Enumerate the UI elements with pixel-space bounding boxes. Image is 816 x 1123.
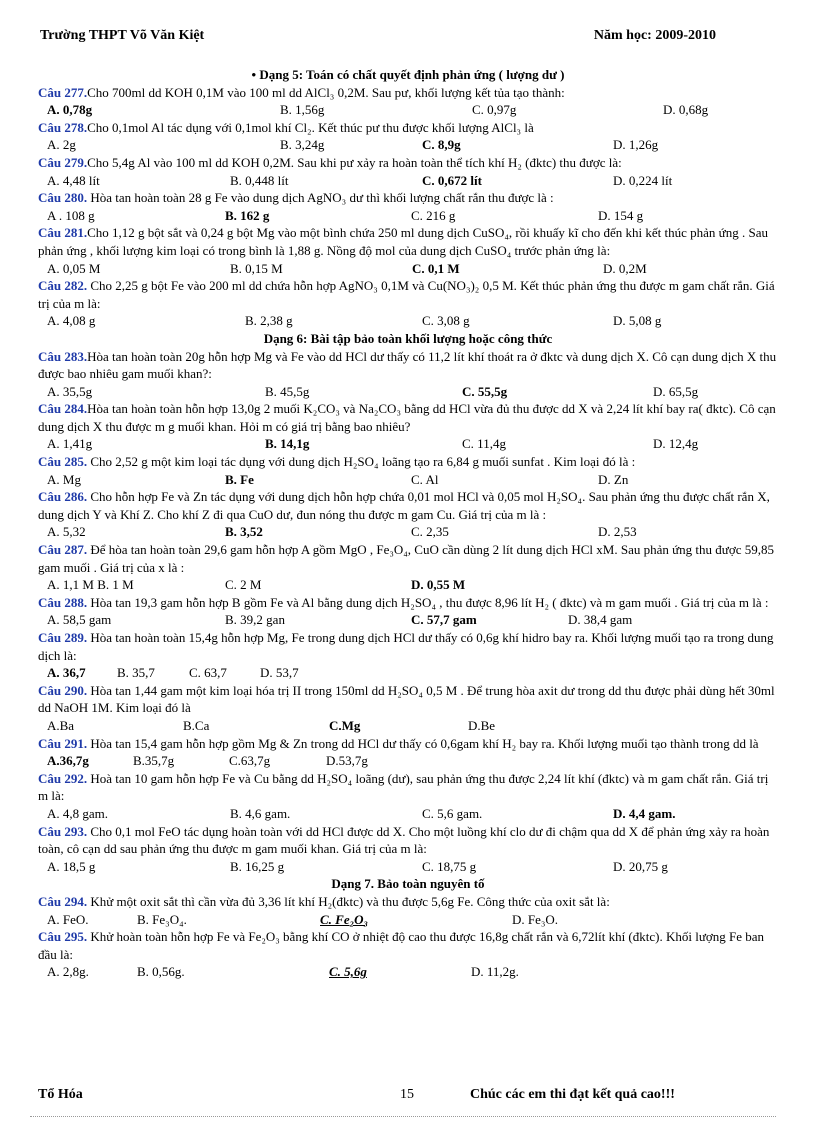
question-number: Câu 290. [38,682,88,698]
section-title-6: Dạng 6: Bài tập bảo toàn khối lượng hoặc công thức [263,330,553,346]
question-number: Câu 292. [38,770,88,786]
option-c: C. 57,7 gam [411,612,477,628]
option-b: B. 0,448 lít [230,172,289,188]
option-a: A. 4,08 g [47,313,96,329]
option-c: C. 5,6 gam. [422,805,483,821]
option-c: C. 0,97g [472,102,517,118]
options-278 [38,136,778,154]
question-286 [38,488,778,523]
option-d: D. 5,08 g [613,313,662,329]
option-c: C. 5,6g [329,964,367,980]
question-289 [38,629,778,664]
question-295 [38,928,778,963]
option-b: B. Fe [225,471,254,487]
question-285 [38,453,778,471]
option-b: B.35,7g [133,753,175,769]
question-281 [38,224,778,259]
option-c: C. 0,672 lít [422,172,482,188]
question-287 [38,541,778,576]
question-288 [38,594,778,612]
options-293 [38,858,778,876]
option-a: A. 35,5g [47,383,93,399]
option-c: C. 2,35 [411,524,449,540]
option-b: B. 39,2 gan [225,612,285,628]
option-a: A. 1,41g [47,436,93,452]
question-number: Câu 279. [38,154,88,170]
question-text: Hòa tan 1,44 gam một kim loại hóa trị II trong 150ml dd H₂SO₄ 0,5 M . Để trung hòa axit dư trong dd thu được phải dùng hết 30ml dd NaOH 1M. Kim loại đó là [38,682,775,716]
options-279 [38,172,778,190]
option-c: C.63,7g [229,753,271,769]
question-number: Câu 284. [38,401,88,417]
question-text: Hòa tan hoàn toàn hỗn hợp 13,0g 2 muối K₂CO₃ và Na₂CO₃ bằng dd HCl vừa đủ thu được dd X và 2,24 lít khí bay ra( đktc). Cô cạn dung dịch X thu được m g muối khan. Hỏi m có giá trị bằng bao nhiêu? [38,401,776,434]
question-277 [38,84,778,102]
question-text: Cho 2,25 g bột Fe vào 200 ml dd chứa hỗn hợp AgNO₃ 0,1M và Cu(NO₃)₂ 0,5 M. Kết thúc phản ứng thu được m gam chất rắn. Giá trị của m là: [38,278,775,311]
option-c: C. 8,9g [422,137,461,153]
page-footer [38,1087,738,1103]
option-a: A. FeO. [47,911,89,927]
question-text: Hòa tan hoàn toàn 15,4g hỗn hợp Mg, Fe trong dung dịch HCl dư thấy có 0,6g khí hidro bay ra. Khối lượng muối tạo ra trong dung dịch là: [38,630,774,663]
question-number: Câu 286. [38,489,88,505]
option-d: D. 1,26g [613,137,659,153]
option-b: B. 162 g [225,207,270,223]
question-text: Cho hỗn hợp Fe và Zn tác dụng với dung dịch hỗn hợp chứa 0,01 mol HCl và 0,05 mol H₂SO₄. Sau phản ứng thu được chất rắn X, dung dịch Y và Khí Z. Cho khí Z đi qua CuO dư, đun nóng thu được m gam Cu. Giá trị của m là : [38,489,770,522]
question-text: Hòa tan hoàn toàn 20g hỗn hợp Mg và Fe vào dd HCl dư thấy có 11,2 lít khí thoát ra ở đktc và dung dịch X. Cô cạn dung dịch X thu được bao nhiêu gam muối khan?: [38,348,777,382]
option-c: D. 0,55 M [411,577,466,593]
question-number: Câu 282. [38,278,88,294]
question-number: Câu 287. [38,542,88,558]
option-d: D.53,7g [326,753,368,769]
option-b: B. 0,56g. [137,964,185,980]
option-a: A. 4,8 gam. [47,805,109,821]
option-a: A.Ba [47,717,75,733]
option-b: B. 35,7 [117,665,155,681]
option-d: D. 38,4 gam [568,612,633,628]
option-c: C. 55,5g [462,383,508,399]
question-text: Khử hoàn toàn hỗn hợp Fe và Fe₂O₃ bằng khí CO ở nhiệt độ cao thu được 16,8g chất rắn và 6,72lít khí (đktc). Khối lượng Fe ban đầu là: [38,929,765,962]
question-text: Để hòa tan hoàn toàn 29,6 gam hỗn hợp A gồm MgO , Fe₃O₄, CuO cần dùng 2 lít dung dịch HCl xM. Sau phản ứng thu được 59,85 gam muối . Giá trị của x là : [38,542,774,575]
question-text: Cho 5,4g Al vào 100 ml dd KOH 0,2M. Sau khi pư xảy ra hoàn toàn thể tích khí H₂ (đktc) thu được là: [87,154,622,170]
document-body [38,66,778,981]
option-b: B. 0,15 M [230,260,283,276]
option-d: D. 0,224 lít [613,172,673,188]
option-a: A.36,7g [47,753,89,769]
option-a: A. 36,7 [47,665,86,681]
question-282 [38,277,778,312]
options-295 [38,963,778,981]
option-a: A. 1,1 M B. 1 M [47,577,134,593]
options-280 [38,207,778,225]
option-d: D. 65,5g [653,383,699,399]
question-text: Cho 1,12 g bột sắt và 0,24 g bột Mg vào một bình chứa 250 ml dung dịch CuSO₄, rồi khuấy kĩ cho đến khi kết thúc phản ứng . Sau phản ứng , khối lượng kim loại có trong bình là 1,88 g. Nồng độ mol của dung dịch CuSO₄ trước phản ứng là: [38,225,768,258]
option-c: C. 18,75 g [422,858,477,874]
options-290 [38,717,778,735]
option-c: C. 11,4g [462,436,506,452]
options-294 [38,911,778,929]
option-a: A. 0,05 M [47,260,101,276]
option-a: A. 4,48 lít [47,172,100,188]
question-text: Khử một oxit sắt thì cần vừa đủ 3,36 lít khí H₂(đktc) và thu được 5,6g Fe. Công thức của oxit sắt là: [87,893,610,909]
question-text: Hoà tan 10 gam hỗn hợp Fe và Cu bằng dd H₂SO₄ loãng (dư), sau phản ứng thu được 2,24 lít khí (đktc) và m gam chất rắn. Giá trị m là: [38,770,769,804]
options-285 [38,471,778,489]
option-a: A. 2g [47,137,76,153]
option-c: C. 3,08 g [422,313,470,329]
question-number: Câu 291. [38,735,88,751]
question-278 [38,119,778,137]
question-number: Câu 288. [38,594,88,610]
question-text: Hòa tan 19,3 gam hỗn hợp B gồm Fe và Al bằng dung dịch H₂SO₄ , thu được 8,96 lít H₂ ( đktc) và m gam muối . Giá trị của m là : [87,594,769,610]
question-279 [38,154,778,172]
option-d: D.Be [468,717,496,733]
section-title-5: • Dạng 5: Toán có chất quyết định phản ứng ( lượng dư ) [251,67,565,82]
option-d: D. 11,2g. [471,964,519,980]
question-number: Câu 294. [38,893,88,909]
option-d: D. 4,4 gam. [613,805,676,821]
option-d: D. 53,7 [260,665,299,681]
option-b: B. 16,25 g [230,858,285,874]
question-text: Cho 2,52 g một kim loại tác dụng với dung dịch H₂SO₄ loãng tạo ra 6,84 g muối sunfat . Kim loại đó là : [87,454,636,470]
option-c: C. 0,1 M [412,260,460,276]
question-294 [38,893,778,911]
option-d: D. 12,4g [653,436,699,452]
school-year: Năm học: 2009-2010 [593,28,716,43]
option-d: D. 154 g [598,207,644,223]
option-b: C. 2 M [225,577,262,593]
options-283 [38,383,778,401]
question-280 [38,189,778,207]
options-292 [38,805,778,823]
option-b: B. Fe₃O₄. [137,911,187,927]
page-header [40,28,716,44]
option-a: A. 2,8g. [47,964,89,980]
question-number: Câu 283. [38,348,88,364]
option-c: C. Fe₂O₃ [320,911,369,927]
option-a: A. 0,78g [47,102,93,118]
question-283 [38,348,778,383]
footer-divider [30,1116,776,1117]
option-d: D. 20,75 g [613,858,668,874]
option-b: B. 3,24g [280,137,325,153]
options-288 [38,611,778,629]
question-292 [38,770,778,805]
option-c: C. 63,7 [189,665,227,681]
option-d: D. 2,53 [598,524,637,540]
question-293 [38,823,778,858]
option-a: A. 18,5 g [47,858,96,874]
question-291 [38,735,778,753]
options-291 [38,752,778,770]
option-b: B. 4,6 gam. [230,805,291,821]
question-number: Câu 277. [38,84,88,100]
option-b: B. 14,1g [265,436,310,452]
option-b: B. 2,38 g [245,313,293,329]
question-number: Câu 285. [38,454,88,470]
options-282 [38,312,778,330]
question-text: Hòa tan 15,4 gam hỗn hợp gồm Mg & Zn trong dd HCl dư thấy có 0,6gam khí H₂ bay ra. Khối lượng muối tạo thành trong dd là [87,735,759,751]
question-number: Câu 295. [38,929,88,945]
option-b: B. 1,56g [280,102,325,118]
options-287 [38,576,778,594]
question-number: Câu 289. [38,630,88,645]
school-name: Trường THPT Võ Văn Kiệt [40,28,205,43]
options-289 [38,664,778,682]
page-number: 15 [400,1087,414,1102]
question-text: Cho 0,1 mol FeO tác dụng hoàn toàn với dd HCl được dd X. Cho một luồng khí clo dư đi chậm qua dd X để phản ứng xảy ra hoàn toàn, cô cạn dd sau phản ứng thu được m gam muối khan. Giá trị của m là: [38,823,770,857]
question-text: Cho 700ml dd KOH 0,1M vào 100 ml dd AlCl₃ 0,2M. Sau pư, khối lượng kết tủa tạo thành: [87,84,565,100]
question-number: Câu 278. [38,119,88,135]
options-286 [38,523,778,541]
question-text: Cho 0,1mol Al tác dụng với 0,1mol khí Cl₂. Kết thúc pư thu được khối lượng AlCl₃ là [87,119,534,135]
question-number: Câu 280. [38,190,88,206]
option-a: A. Mg [47,471,81,487]
closing-wish: Chúc các em thi đạt kết quả cao!!! [470,1087,675,1102]
option-b: B.Ca [183,717,210,733]
department: Tổ Hóa [38,1087,83,1102]
option-a: A . 108 g [47,207,95,223]
option-c: C. 216 g [411,207,456,223]
option-a: A. 5,32 [47,524,86,540]
option-c: C.Mg [329,717,361,733]
option-b: B. 45,5g [265,383,310,399]
question-284 [38,400,778,435]
option-d: D. 0,68g [663,102,709,118]
option-b: B. 3,52 [225,524,263,540]
question-290 [38,682,778,717]
option-d: D. Zn [598,471,629,487]
section-title-7: Dạng 7. Bảo toàn nguyên tố [331,876,485,892]
option-c: C. Al [411,471,439,487]
option-d: D. Fe₃O. [512,911,559,927]
question-number: Câu 293. [38,823,88,839]
options-281 [38,260,778,278]
question-text: Hòa tan hoàn toàn 28 g Fe vào dung dịch AgNO₃ dư thì khối lượng chất rắn thu được là : [87,190,554,206]
options-284 [38,435,778,453]
option-a: A. 58,5 gam [47,612,112,628]
question-number: Câu 281. [38,225,88,241]
option-d: D. 0,2M [603,260,647,276]
options-277 [38,101,778,119]
